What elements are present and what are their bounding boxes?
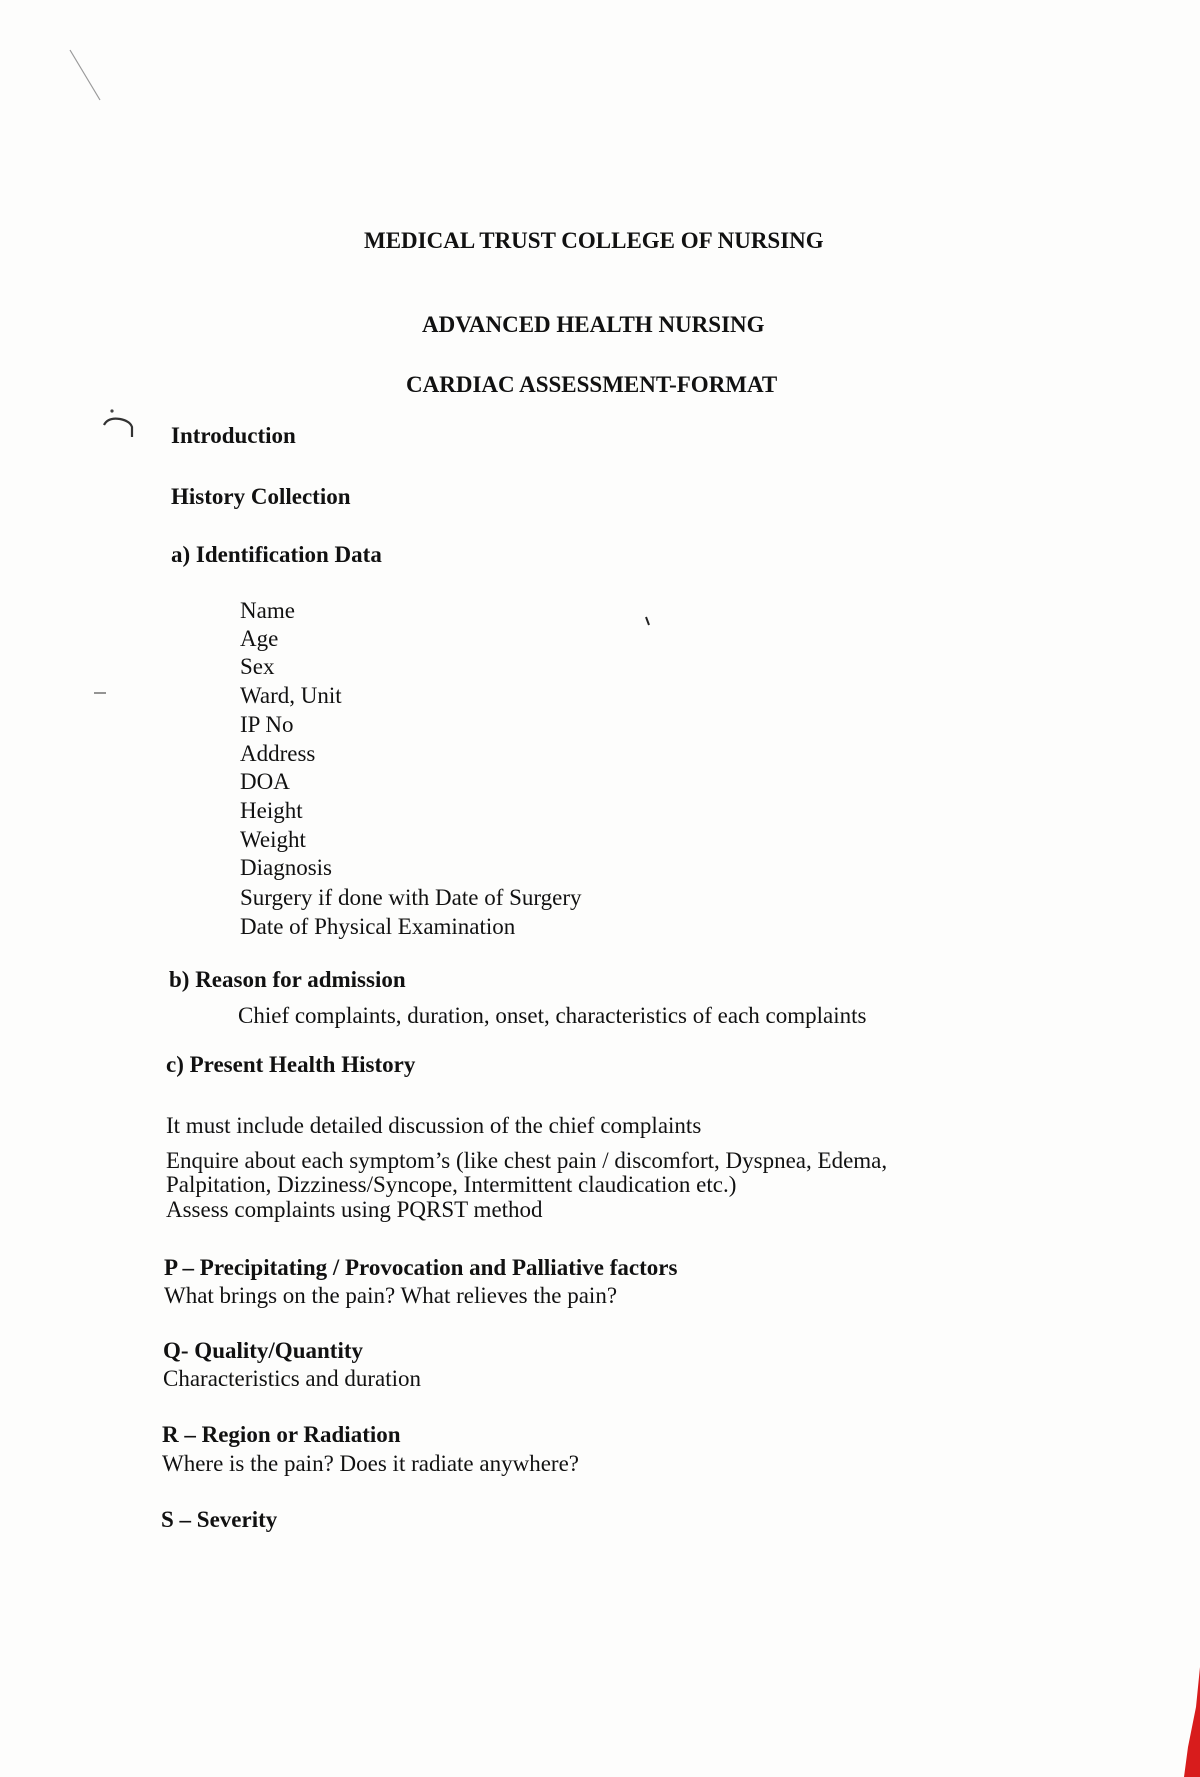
red-corner-mark bbox=[1184, 1667, 1200, 1777]
q-text: Characteristics and duration bbox=[163, 1366, 422, 1391]
identification-field: Name bbox=[240, 598, 295, 623]
identification-field: Surgery if done with Date of Surgery bbox=[240, 885, 582, 910]
q-heading: Q- Quality/Quantity bbox=[163, 1338, 363, 1363]
course-title: ADVANCED HEALTH NURSING bbox=[422, 312, 765, 337]
identification-field: DOA bbox=[240, 769, 290, 794]
identification-heading: a) Identification Data bbox=[171, 542, 382, 567]
p-heading: P – Precipitating / Provocation and Palliative factors bbox=[164, 1255, 678, 1280]
identification-field: Address bbox=[240, 741, 316, 766]
identification-field: Sex bbox=[240, 654, 275, 679]
identification-field: Diagnosis bbox=[240, 855, 332, 880]
scan-stroke-mark bbox=[60, 40, 110, 110]
present-history-line: Enquire about each symptom’s (like chest pain / discomfort, Dyspnea, Edema, bbox=[166, 1148, 888, 1173]
reason-text: Chief complaints, duration, onset, characteristics of each complaints bbox=[238, 1003, 867, 1028]
identification-field: IP No bbox=[240, 712, 294, 737]
identification-field: Ward, Unit bbox=[240, 683, 342, 708]
dot-mark bbox=[643, 615, 653, 629]
present-history-heading: c) Present Health History bbox=[166, 1052, 416, 1077]
identification-field: Weight bbox=[240, 827, 306, 852]
identification-field: Age bbox=[240, 626, 279, 651]
present-history-line: Palpitation, Dizziness/Syncope, Intermittent claudication etc.) bbox=[166, 1172, 737, 1197]
document-title: CARDIAC ASSESSMENT-FORMAT bbox=[406, 372, 778, 397]
p-text: What brings on the pain? What relieves the pain? bbox=[164, 1283, 618, 1308]
introduction-heading: Introduction bbox=[171, 423, 296, 448]
history-collection-heading: History Collection bbox=[171, 484, 351, 509]
institution-title: MEDICAL TRUST COLLEGE OF NURSING bbox=[364, 228, 824, 253]
present-history-line: Assess complaints using PQRST method bbox=[166, 1197, 543, 1222]
reason-heading: b) Reason for admission bbox=[169, 967, 406, 992]
identification-field: Height bbox=[240, 798, 303, 823]
identification-field: Date of Physical Examination bbox=[240, 914, 516, 939]
r-heading: R – Region or Radiation bbox=[162, 1422, 401, 1447]
punch-hole-mark bbox=[98, 405, 142, 445]
present-history-line: It must include detailed discussion of the chief complaints bbox=[166, 1113, 702, 1138]
dash-mark bbox=[92, 690, 112, 696]
s-heading: S – Severity bbox=[161, 1507, 278, 1532]
r-text: Where is the pain? Does it radiate anywhere? bbox=[162, 1451, 579, 1476]
